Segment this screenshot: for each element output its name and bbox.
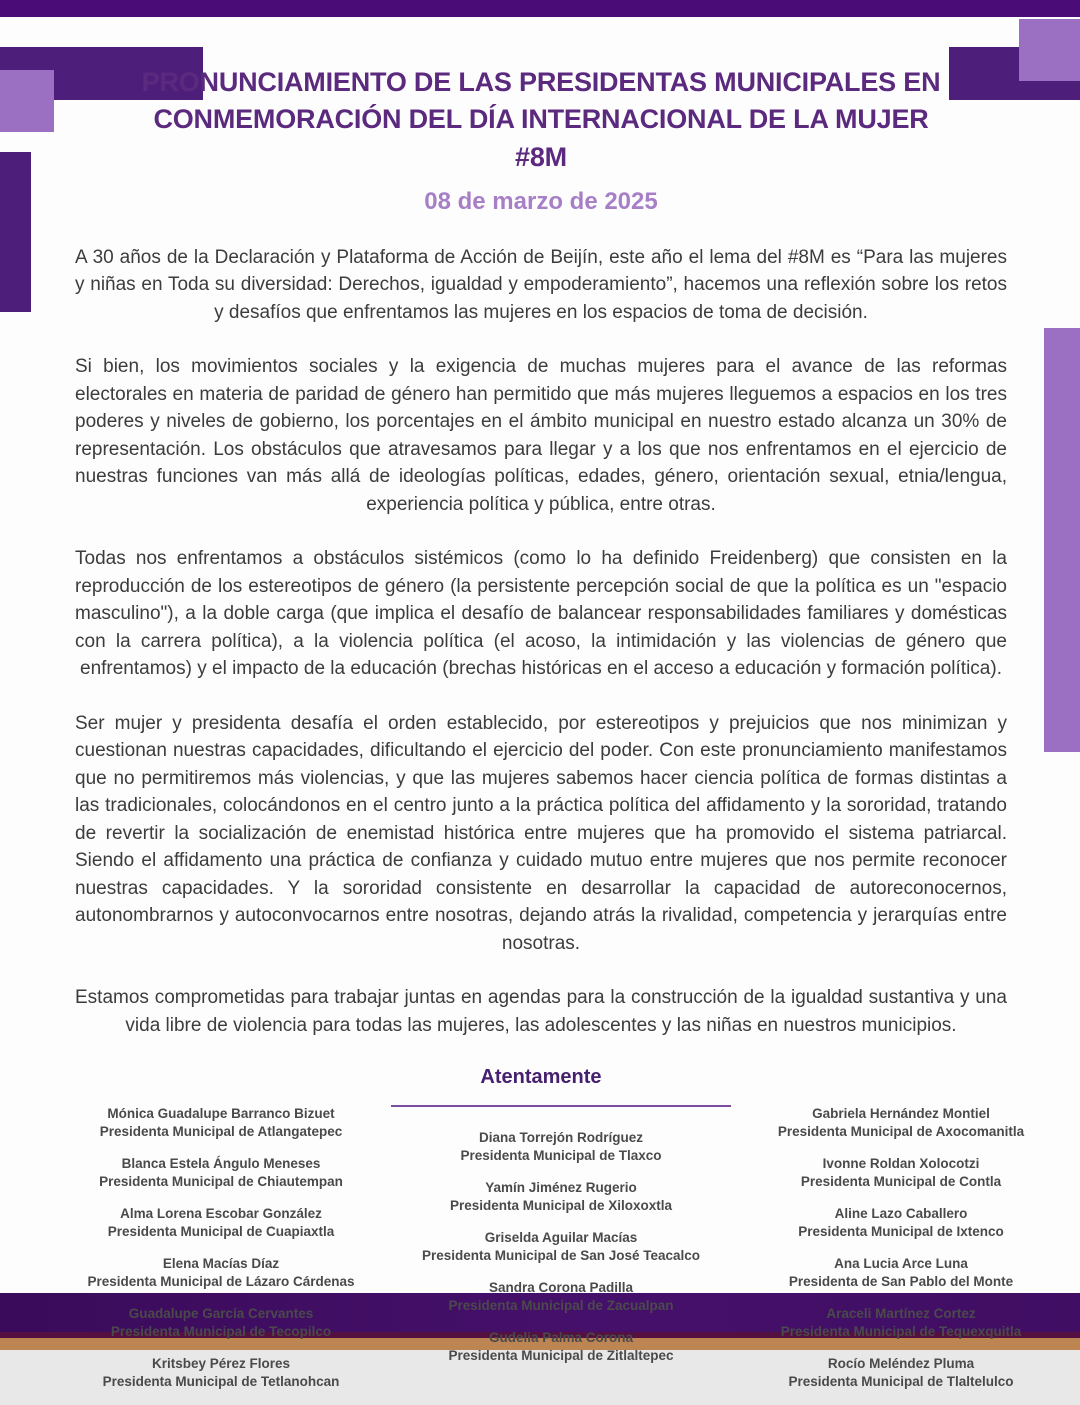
signatory-name: Diana Torrejón Rodríguez — [478, 1130, 643, 1146]
signature-columns — [75, 1105, 1025, 1405]
signatory-title: Presidenta Municipal de Atlangatepec — [99, 1123, 343, 1139]
signatory-name: Rocío Meléndez Pluma — [827, 1356, 975, 1372]
signatory-title: Presidenta Municipal de Zacualpan — [448, 1297, 674, 1313]
signatory-name: Gabriela Hernández Montiel — [812, 1106, 990, 1122]
signatory-name: Blanca Estela Ángulo Meneses — [121, 1156, 321, 1172]
signatory-title: Presidenta Municipal de Tequexquitla — [780, 1323, 1022, 1339]
paragraph: Todas nos enfrentamos a obstáculos sistémicos (como lo ha definido Freidenberg) que consisten en la reproducción de los estereotipos de género (la persistente percepción social de que la política es un "espacio masculino"), a la doble carga (que implica el desafío de balancear responsabilidades familiares y domésticas con la carrera política), a la violencia política (el acoso, la intimidación y las violencias de género que enfrentamos) y el impacto de la educación (brechas históricas en el acceso a educación y formación política). — [75, 548, 1007, 680]
signatory-title: Presidenta de San Pablo del Monte — [788, 1273, 1014, 1289]
signature-column-left — [75, 1105, 367, 1405]
signatory-title: Presidenta Municipal de San José Teacalco — [421, 1247, 701, 1263]
page-title: PRONUNCIAMIENTO DE LAS PRESIDENTAS MUNICIPALES EN CONMEMORACIÓN DEL DÍA INTERNACIONAL DE LA MUJER #8M — [141, 67, 941, 172]
signatory-entry — [75, 1205, 367, 1240]
signatory-entry — [391, 1229, 731, 1264]
left-vertical-bar — [0, 152, 31, 312]
signatory-entry — [75, 1105, 367, 1140]
signature-column-center — [391, 1105, 731, 1405]
signatory-entry — [75, 1255, 367, 1290]
document-date: 08 de marzo de 2025 — [424, 187, 658, 215]
signatory-name: Guadalupe García Cervantes — [128, 1306, 314, 1322]
document-content — [75, 64, 1025, 1405]
paragraph: Estamos comprometidas para trabajar juntas en agendas para la construcción de la igualdad sustantiva y una vida libre de violencia para todas las mujeres, las adolescentes y las niñas en nuestros municipios. — [75, 987, 1007, 1036]
signatory-entry — [75, 1305, 367, 1340]
signatory-title: Presidenta Municipal de Lázaro Cárdenas — [87, 1273, 355, 1289]
paragraph: Ser mujer y presidenta desafía el orden establecido, por estereotipos y prejuicios que nos minimizan y cuestionan nuestras capacidades, dificultando el ejercicio del poder. Con este pronunciamiento manifestamos que no permitiremos más violencias, y que las mujeres sabemos hacer ciencia política de formas distintas a las tradicionales, colocándonos en el centro junto a la práctica política del affidamento y la sororidad, tratando de revertir la socialización de enemistad histórica entre mujeres que ha promovido el sistema patriarcal. Siendo el affidamento una práctica de confianza y cuidado mutuo entre mujeres que nos permite reconocer nuestras capacidades. Y la sororidad consistente en desarrollar la capacidad de autoreconocernos, autonombrarnos y autoconvocarnos entre nosotras, dejando atrás la rivalidad, competencia y jerarquías entre nosotras. — [75, 712, 1007, 954]
signatory-title: Presidenta Municipal de Tlaxco — [460, 1147, 662, 1163]
signatory-title: Presidenta Municipal de Contla — [800, 1173, 1002, 1189]
right-light-purple-square — [1019, 19, 1080, 81]
signatory-entry — [391, 1179, 731, 1214]
signatory-entry — [755, 1155, 1047, 1190]
top-purple-bar — [0, 0, 1080, 17]
paragraph: Si bien, los movimientos sociales y la exigencia de muchas mujeres para el avance de las reformas electorales en materia de paridad de género han permitido que más mujeres lleguemos a espacios en los tres poderes y niveles de gobierno, los porcentajes en el ámbito municipal en nuestro estado alcanza un 30% de representación. Los obstáculos que atravesamos para llegar y a los que nos enfrentamos en el ejercicio de nuestras funciones van más allá de ideologías políticas, edades, género, orientación sexual, etnia/lengua, experiencia política y pública, entre otras. — [75, 356, 1007, 515]
signatory-name: Gudelia Palma Corona — [488, 1330, 634, 1346]
signatory-entry — [755, 1255, 1047, 1290]
signatory-title: Presidenta Municipal de Chiautempan — [99, 1173, 343, 1189]
signatory-entry — [75, 1155, 367, 1190]
signatory-title: Presidenta Municipal de Ixtenco — [798, 1223, 1004, 1239]
left-light-purple-square — [0, 70, 54, 132]
signatory-title: Presidenta Municipal de Cuapiaxtla — [107, 1223, 335, 1239]
signatory-name: Mónica Guadalupe Barranco Bizuet — [107, 1106, 335, 1122]
signatory-entry — [755, 1205, 1047, 1240]
signatory-title: Presidenta Municipal de Tlaltelulco — [788, 1373, 1014, 1389]
signatory-name: Elena Macías Díaz — [162, 1256, 280, 1272]
signatory-entry — [75, 1355, 367, 1390]
signatory-name: Ivonne Roldan Xolocotzi — [822, 1156, 980, 1172]
signatory-title: Presidenta Municipal de Zitlaltepec — [448, 1347, 674, 1363]
signatory-entry — [755, 1105, 1047, 1140]
signatory-title: Presidenta Municipal de Axocomanitla — [777, 1123, 1025, 1139]
paragraph: A 30 años de la Declaración y Plataforma de Acción de Beijín, este año el lema del #8M es “Para las mujeres y niñas en Toda su diversidad: Derechos, igualdad y empoderamiento”, hacemos una reflexión sobre los retos y desafíos que enfrentamos las mujeres en los espacios de toma de decisión. — [75, 246, 1007, 323]
right-vertical-bar — [1044, 328, 1080, 752]
signatory-name: Griselda Aguilar Macías — [484, 1230, 638, 1246]
signatory-entry — [391, 1329, 731, 1364]
signatory-name: Alma Lorena Escobar González — [120, 1206, 322, 1222]
signatory-title: Presidenta Municipal de Tetlanohcan — [102, 1373, 340, 1389]
signatory-entry — [391, 1129, 731, 1164]
signatory-name: Aline Lazo Caballero — [834, 1206, 968, 1222]
signatory-name: Kritsbey Pérez Flores — [151, 1356, 291, 1372]
signatory-name: Ana Lucia Arce Luna — [834, 1256, 968, 1272]
signature-column-right — [755, 1105, 1047, 1405]
signatory-name: Yamín Jiménez Rugerio — [485, 1180, 637, 1196]
signatory-entry — [391, 1279, 731, 1314]
signatory-title: Presidenta Municipal de Xiloxoxtla — [449, 1197, 673, 1213]
signatory-name: Sandra Corona Padilla — [488, 1280, 634, 1296]
signatory-name: Araceli Martínez Cortez — [826, 1306, 976, 1322]
body-paragraphs — [75, 244, 1007, 1040]
signatory-entry — [755, 1355, 1047, 1390]
signatory-title: Presidenta Municipal de Tecopilco — [110, 1323, 332, 1339]
closing-word: Atentamente — [480, 1066, 602, 1089]
signature-divider-line — [391, 1105, 731, 1107]
signatory-entry — [755, 1305, 1047, 1340]
